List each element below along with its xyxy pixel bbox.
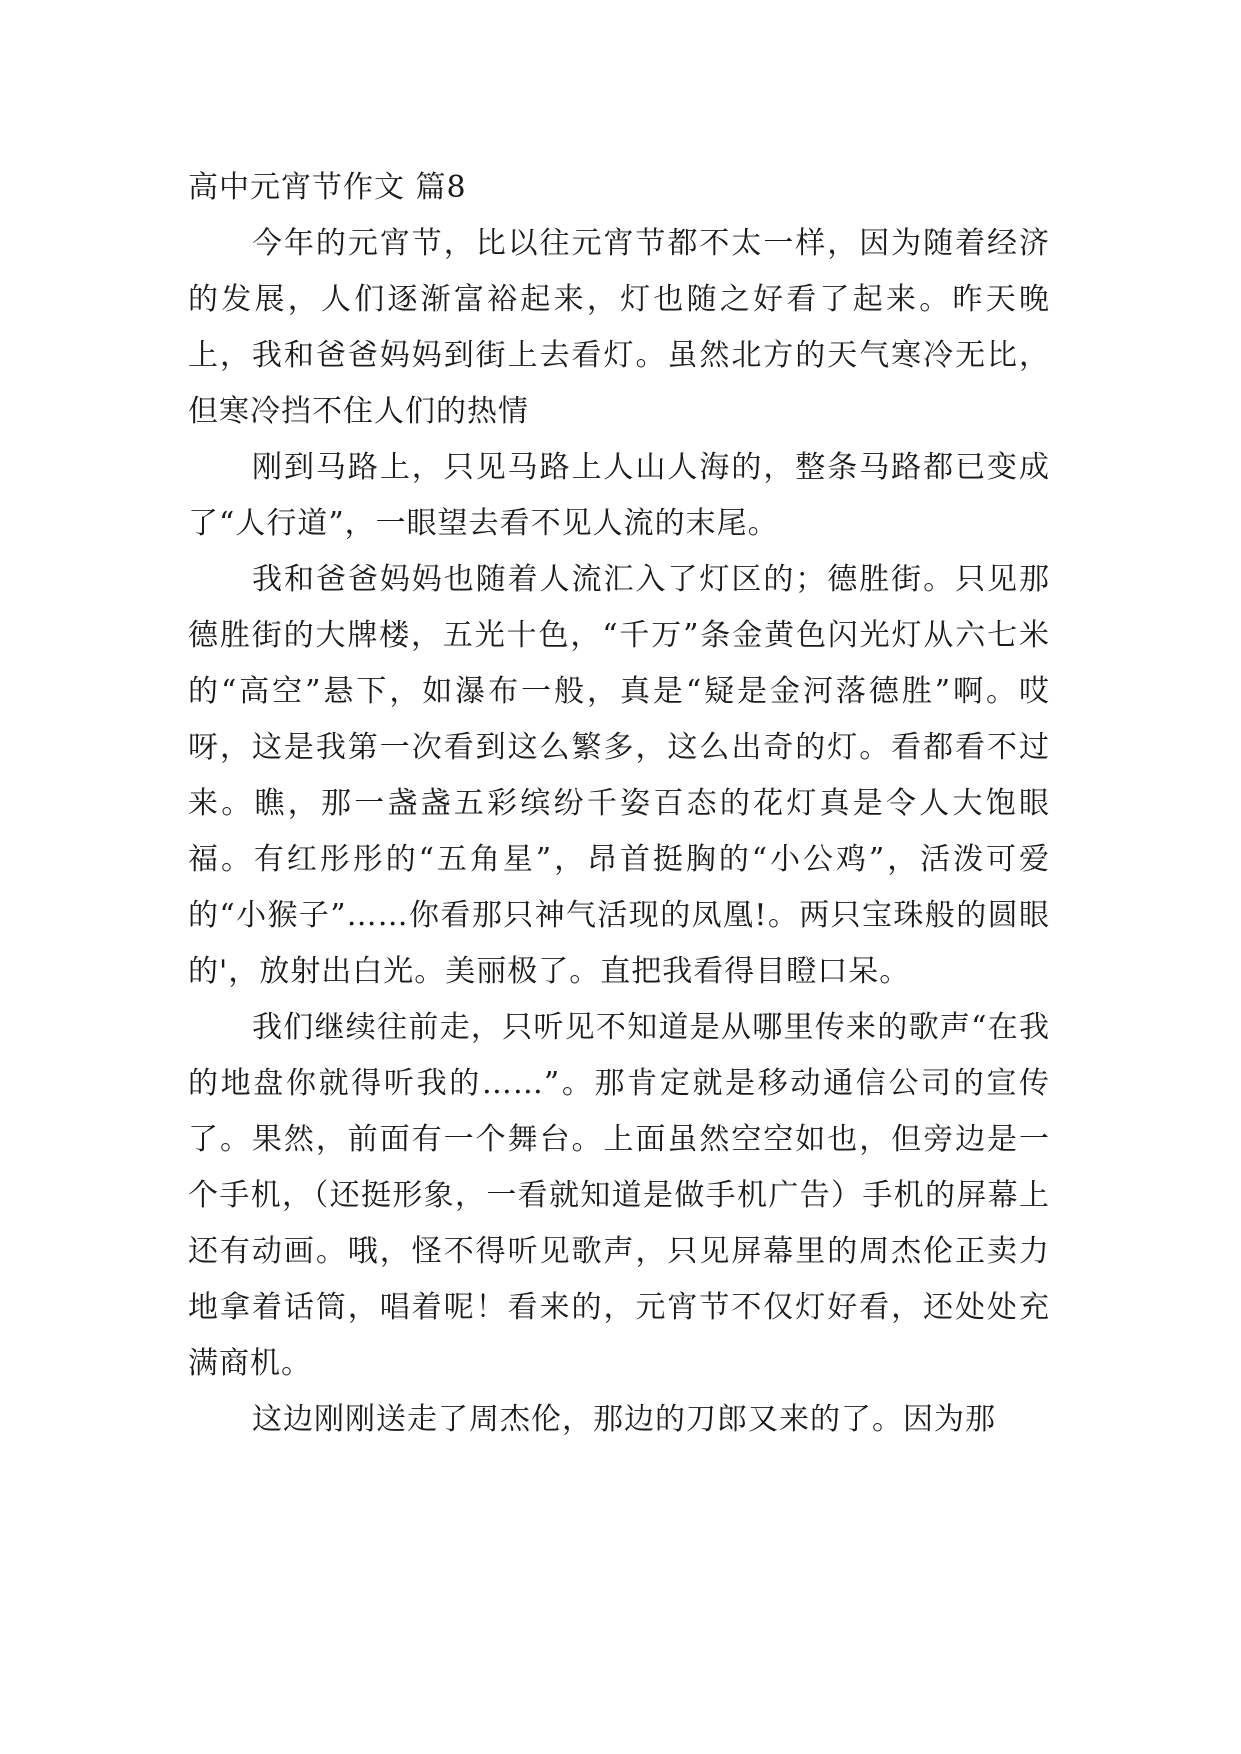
paragraph: 今年的元宵节，比以往元宵节都不太一样，因为随着经济的发展，人们逐渐富裕起来，灯也随之好看了起来。昨天晚上，我和爸爸妈妈到街上去看灯。虽然北方的天气寒冷无比，但寒冷挡不住人们的热情 bbox=[188, 226, 1050, 429]
paragraph: 这边刚刚送走了周杰伦，那边的刀郎又来的了。因为那 bbox=[252, 1402, 996, 1437]
document-body bbox=[188, 160, 1050, 1448]
essay-title: 高中元宵节作文 篇8 bbox=[188, 170, 467, 205]
paragraph: 刚到马路上，只见马路上人山人海的，整条马路都已变成了“人行道”，一眼望去看不见人流的末尾。 bbox=[188, 450, 1050, 541]
paragraph: 我和爸爸妈妈也随着人流汇入了灯区的；德胜街。只见那德胜街的大牌楼，五光十色，“千万”条金黄色闪光灯从六七米的“高空”悬下，如瀑布一般，真是“疑是金河落德胜”啊。哎呀，这是我第一次看到这么繁多，这么出奇的灯。看都看不过来。瞧，那一盏盏五彩缤纷千姿百态的花灯真是令人大饱眼福。有红彤彤的“五角星”，昂首挺胸的“小公鸡”，活泼可爱的“小猴子”……你看那只神气活现的凤凰!。两只宝珠般的圆眼的'，放射出白光。美丽极了。直把我看得目瞪口呆。 bbox=[188, 562, 1050, 989]
paragraph: 我们继续往前走，只听见不知道是从哪里传来的歌声“在我的地盘你就得听我的……”。那肯定就是移动通信公司的宣传了。果然，前面有一个舞台。上面虽然空空如也，但旁边是一个手机，（还挺形象，一看就知道是做手机广告）手机的屏幕上还有动画。哦，怪不得听见歌声，只见屏幕里的周杰伦正卖力地拿着话筒，唱着呢！看来的，元宵节不仅灯好看，还处处充满商机。 bbox=[188, 1010, 1050, 1381]
